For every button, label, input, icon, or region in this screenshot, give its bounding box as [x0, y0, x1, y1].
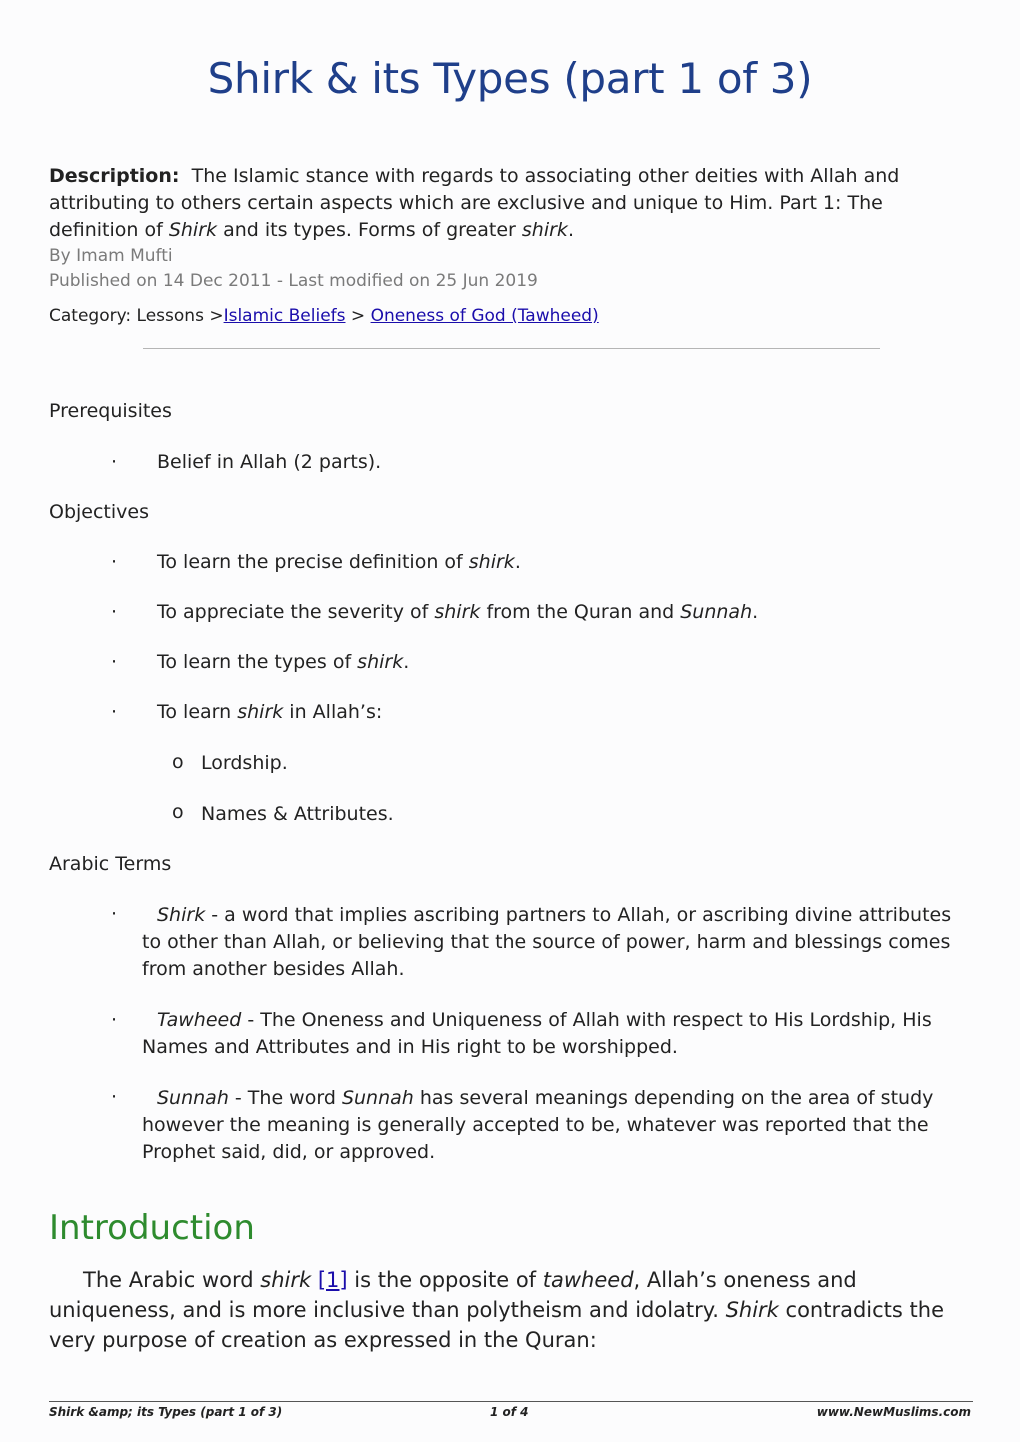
category-link-oneness-of-god[interactable]: Oneness of God (Tawheed): [370, 306, 599, 326]
description-text: and its types. Forms of greater: [217, 219, 522, 241]
author: By Imam Mufti: [49, 246, 173, 266]
list-item: To learn the precise definition of shirk.: [157, 551, 521, 573]
description-label: Description:: [49, 165, 180, 187]
divider: [143, 348, 880, 349]
section-heading-arabic-terms: Arabic Terms: [49, 853, 172, 875]
footnote-link[interactable]: [1]: [317, 1268, 348, 1292]
term-definition: Shirk - a word that implies ascribing partners to Allah, or ascribing divine attributes to other than Allah, or believing that the source of power, harm and blessings comes from another besides Allah.: [142, 904, 952, 980]
description-text: .: [567, 219, 574, 241]
list-item: To learn shirk in Allah’s:: [157, 701, 383, 723]
description: [49, 163, 969, 244]
term-definition: Sunnah - The word Sunnah has several meanings depending on the area of study however the meaning is generally accepted to be, whatever was reported that the Prophet said, did, or approved.: [142, 1087, 934, 1163]
footer-site: www.NewMuslims.com: [816, 1405, 971, 1419]
footer-divider: [49, 1401, 973, 1402]
bullet: ·: [111, 601, 118, 623]
category-link-islamic-beliefs[interactable]: Islamic Beliefs: [223, 306, 346, 326]
category-breadcrumb: [49, 304, 969, 328]
term-definition: Tawheed - The Oneness and Uniqueness of Allah with respect to His Lordship, His Names and Attributes and in His right to be worshipped.: [142, 1009, 932, 1058]
bullet: ·: [111, 1009, 118, 1031]
sub-list-item: Lordship.: [201, 752, 288, 774]
section-heading-prerequisites: Prerequisites: [49, 400, 172, 422]
description-text: The Islamic stance with regards to associating other deities with Allah and attributing to others certain aspects which are exclusive and unique to Him. Part 1: The definition of: [49, 165, 900, 241]
bullet: ·: [111, 551, 118, 573]
bullet: ·: [111, 651, 118, 673]
category-prefix: Category: Lessons >: [49, 306, 224, 326]
sub-bullet: o: [172, 801, 184, 823]
list-item: To learn the types of shirk.: [157, 651, 410, 673]
introduction-paragraph: The Arabic word shirk [1] is the opposite of tawheed, Allah’s oneness and uniqueness, and is more inclusive than polytheism and idolatry. Shirk contradicts the very purpose of creation as expressed in the Quran:: [49, 1268, 944, 1352]
section-heading-objectives: Objectives: [49, 501, 149, 523]
footer-title: Shirk &amp; its Types (part 1 of 3): [49, 1405, 283, 1419]
description-term: Shirk: [168, 219, 218, 241]
category-separator: >: [345, 306, 371, 326]
page-title: Shirk & its Types (part 1 of 3): [207, 54, 813, 103]
footer-page-number: 1 of 4: [490, 1405, 529, 1419]
bullet: ·: [111, 1086, 118, 1108]
article-meta: [49, 163, 969, 328]
list-item: Belief in Allah (2 parts).: [157, 451, 382, 473]
sub-bullet: o: [172, 751, 184, 773]
description-term: shirk: [521, 219, 568, 241]
list-item: To appreciate the severity of shirk from the Quran and Sunnah.: [157, 601, 759, 623]
bullet: ·: [111, 451, 118, 473]
bullet: ·: [111, 903, 118, 925]
bullet: ·: [111, 701, 118, 723]
published-date: Published on 14 Dec 2011 - Last modified on 25 Jun 2019: [49, 271, 538, 291]
introduction-heading: Introduction: [49, 1208, 255, 1248]
sub-list-item: Names & Attributes.: [201, 803, 394, 825]
